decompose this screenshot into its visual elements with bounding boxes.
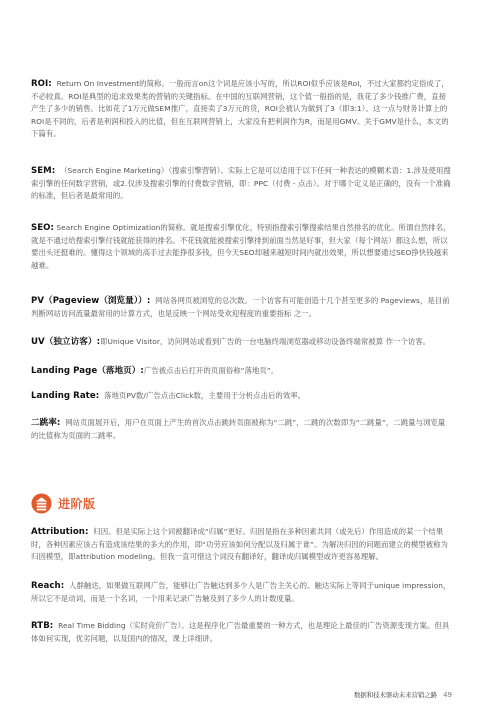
definition-text: 广告被点击后打开的页面俗称“落地页”。 (143, 366, 279, 375)
page-number: 49 (443, 690, 452, 699)
definition-uv (31, 336, 452, 349)
definition-text: Return On Investment的简称。一般而言on这个词是应该小写的，所以ROI似乎应该是RoI，不过大家都约定俗成了，不必较真。ROI是典型的追求效果类的营销的关键指标。在中国的互联网营销，这个值一般指的是，我花了多少钱推广费，直接产生了多少的销售。比如花了1万元做SEM推广，直接卖了3万元的货，ROI会被认为做到了3（即3:1）。这一点与财务计算上的ROI是不同的，后者是利润和投入的比值，但在互联网营销上，大家没有把利润作为R，而是用GMV。关于GMV是什么，本文的下篇有。 (31, 79, 449, 139)
definition-term: Attribution: (31, 527, 89, 537)
definition-pv (31, 295, 452, 320)
arrow-bars-icon (31, 493, 52, 514)
definition-text: 人群触达，如果做互联网广告，能够让广告触达到多少人是广告主关心的。触达实际上等同于unique impression，所以它不是动词，而是一个名词，一个用来记录广告触及到了多少人的计数度量。 (31, 581, 451, 603)
definition-seo (31, 222, 452, 272)
definition-term: ROI: (31, 79, 52, 89)
definition-text: 归因。但是实际上这个词被翻译成“归属”更好。归因是指在多种因素共同（或先后）作用造成的某一个结果时，各种因素应该占有造成该结果的多大的作用，即“功劳应该如何分配以及归属于谁”。为解决归因的问题而建立的模型被称为归因模型，即attribution modeling。但我一直可惜这个词没有翻译好，翻译成归属模型或许更容易理解。 (31, 527, 448, 562)
definition-text: 落地页PV数/广告点击Click数，主要用于分析点击后的效率。 (104, 391, 306, 400)
definition-text: 即Unique Visitor，访问网站或看到广告的一台电脑终端浏览器或移动设备终端常被算 作一个访客。 (100, 337, 431, 346)
definition-term: 二跳率: (31, 418, 61, 428)
definition-term: SEM: (31, 166, 56, 176)
definition-landing-page (31, 365, 452, 378)
definition-term: UV（独立访客）: (31, 337, 101, 347)
section-header (31, 492, 96, 514)
page-footer (354, 690, 452, 699)
definition-text: 网站各网页被浏览的总次数。一个访客有可能创造十几个甚至更多的 Pageviews，是目前判断网站访问流量最常用的计算方式，也是反映一个网站受欢迎程度的重要指标 之一。 (31, 296, 450, 318)
definition-term: SEO: (31, 223, 55, 233)
definition-term: RTB: (31, 621, 54, 631)
definition-landing-rate (31, 390, 452, 403)
definition-term: Landing Page（落地页）: (31, 366, 144, 376)
definition-text: （Search Engine Marketing）（搜索引擎营销）。实际上它是可以适用于以下任何一种表达的模糊术语：1.涉及使用搜索引擎的任何数字营销，或2.仅涉及搜索引擎的付费数字营销，即：PPC（付费 - 点击）。对于哪个定义是正确的，没有一个准确的标准，但后者是最常用的。 (31, 166, 451, 201)
section-title: 进阶版 (58, 496, 96, 511)
footer-title: 数据和技术驱动未来营销之路 (354, 691, 438, 699)
definition-term: Reach: (31, 581, 65, 591)
definition-text: Search Engine Optimization的简称。就是搜索引擎优化，特别指搜索引擎搜索结果自然排名的优化。所谓自然排名，就是不通过给搜索引擎付钱就能获得的排名。不花钱就能被搜索引擎排到前面当然是好事，但大家（每个网站）都这么想，所以要出头还挺难的。懂得这个领域的高手过去能挣很多钱，但今天SEO却越来越短时间内就出效果，所以想要通过SEO挣快钱越来越难。 (31, 223, 451, 270)
definition-rtb (31, 620, 452, 645)
definition-attribution (31, 526, 452, 564)
definition-text: Real Time Bidding（实时竞价广告）。这是程序化广告最重要的一种方式，也是理论上最佳的广告资源变现方案。但具体如何实现，优劣问题，以及国内的情况，课上详细讲。 (31, 621, 450, 643)
definition-term: PV（Pageview（浏览量））: (31, 296, 151, 306)
definition-roi (31, 78, 452, 141)
definition-bounce-2 (31, 417, 452, 442)
definition-text: 网站页面展开后，用户在页面上产生的首次点击跳转页面被称为“二跳”，二跳的次数即为“二跳量”，二跳量与浏览量的比值称为页面的二跳率。 (31, 418, 446, 440)
definition-term: Landing Rate: (31, 391, 100, 401)
definition-sem (31, 165, 452, 203)
definition-reach (31, 580, 452, 605)
